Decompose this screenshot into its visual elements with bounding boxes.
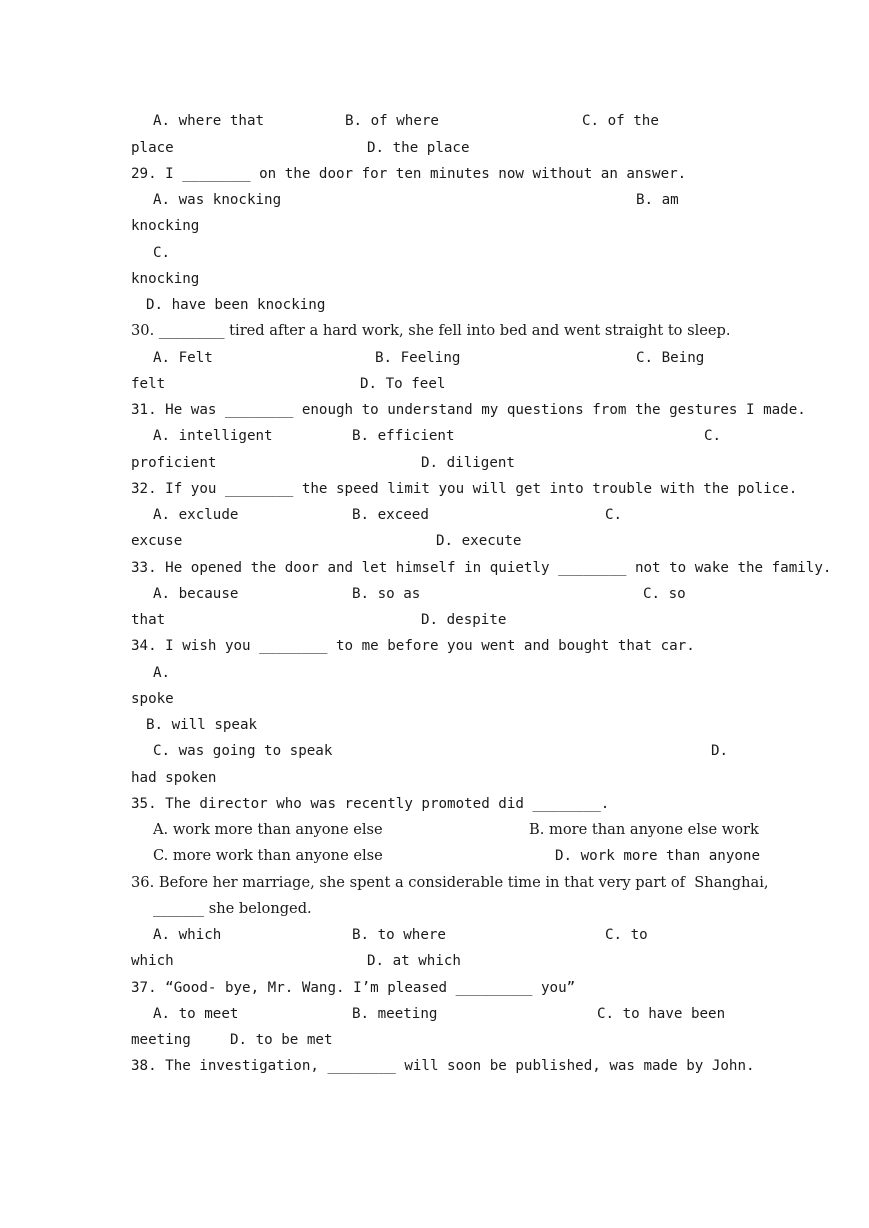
- text-line-l16: C. Being: [636, 350, 705, 366]
- text-line-l62: 38. The investigation, ________ will soon be published, was made by John.: [131, 1058, 755, 1074]
- text-line-l13: 30. _________ tired after a hard work, she fell into bed and went straight to sleep.: [131, 322, 731, 339]
- text-line-l03: C. of the: [582, 113, 659, 129]
- text-line-l20: A. intelligent: [153, 428, 273, 444]
- text-line-l02: B. of where: [345, 113, 439, 129]
- text-line-l47: C. more work than anyone else: [153, 847, 383, 864]
- text-line-l52: B. to where: [352, 927, 446, 943]
- text-line-l32: A. because: [153, 586, 239, 602]
- text-line-l28: C.: [605, 507, 623, 523]
- text-line-l40: B. will speak: [146, 717, 258, 733]
- text-line-l54: which: [131, 953, 174, 969]
- text-line-l61: D. to be met: [230, 1032, 333, 1048]
- text-line-l15: B. Feeling: [375, 350, 461, 366]
- text-line-l05: D. the place: [367, 140, 470, 156]
- text-line-l59: C. to have been: [597, 1006, 726, 1022]
- text-line-l25: 32. If you ________ the speed limit you will get into trouble with the police.: [131, 481, 798, 497]
- text-line-l38: A.: [153, 665, 171, 681]
- text-line-l55: D. at which: [367, 953, 461, 969]
- text-line-l23: proficient: [131, 455, 217, 471]
- text-line-l08: B. am: [636, 192, 679, 208]
- text-line-l42: D.: [711, 743, 729, 759]
- text-line-l53: C. to: [605, 927, 648, 943]
- text-line-l49: 36. Before her marriage, she spent a considerable time in that very part of Shanghai,: [131, 874, 769, 891]
- text-line-l12: D. have been knocking: [146, 297, 326, 313]
- text-line-l33: B. so as: [352, 586, 421, 602]
- text-line-l11: knocking: [131, 271, 200, 287]
- text-line-l43: had spoken: [131, 770, 217, 786]
- text-line-l45: A. work more than anyone else: [153, 821, 383, 838]
- text-line-l10: C.: [153, 245, 171, 261]
- text-line-l24: D. diligent: [421, 455, 515, 471]
- text-line-l36: D. despite: [421, 612, 507, 628]
- text-line-l44: 35. The director who was recently promoted did ________.: [131, 796, 610, 812]
- text-line-l35: that: [131, 612, 166, 628]
- text-line-l34: C. so: [643, 586, 686, 602]
- text-line-l31: 33. He opened the door and let himself in quietly ________ not to wake the family.: [131, 560, 832, 576]
- text-line-l18: D. To feel: [360, 376, 446, 392]
- text-line-l26: A. exclude: [153, 507, 239, 523]
- text-line-l58: B. meeting: [352, 1006, 438, 1022]
- text-line-l14: A. Felt: [153, 350, 213, 366]
- text-line-l21: B. efficient: [352, 428, 455, 444]
- text-line-l17: felt: [131, 376, 166, 392]
- text-line-l57: A. to meet: [153, 1006, 239, 1022]
- text-line-l48: D. work more than anyone: [555, 848, 760, 864]
- text-line-l41: C. was going to speak: [153, 743, 333, 759]
- text-line-l51: A. which: [153, 927, 222, 943]
- text-line-l04: place: [131, 140, 174, 156]
- text-line-l27: B. exceed: [352, 507, 429, 523]
- text-line-l22: C.: [704, 428, 722, 444]
- text-line-l30: D. execute: [436, 533, 522, 549]
- text-line-l60: meeting: [131, 1032, 191, 1048]
- text-line-l46: B. more than anyone else work: [529, 821, 759, 838]
- text-line-l09: knocking: [131, 218, 200, 234]
- text-line-l06: 29. I ________ on the door for ten minutes now without an answer.: [131, 166, 687, 182]
- text-line-l50: _______ she belonged.: [153, 900, 312, 917]
- text-line-l29: excuse: [131, 533, 183, 549]
- text-line-l19: 31. He was ________ enough to understand my questions from the gestures I made.: [131, 402, 806, 418]
- text-line-l01: A. where that: [153, 113, 265, 129]
- text-line-l56: 37. “Good- bye, Mr. Wang. I’m pleased _________ you”: [131, 980, 576, 996]
- text-line-l07: A. was knocking: [153, 192, 282, 208]
- text-line-l37: 34. I wish you ________ to me before you went and bought that car.: [131, 638, 695, 654]
- text-line-l39: spoke: [131, 691, 174, 707]
